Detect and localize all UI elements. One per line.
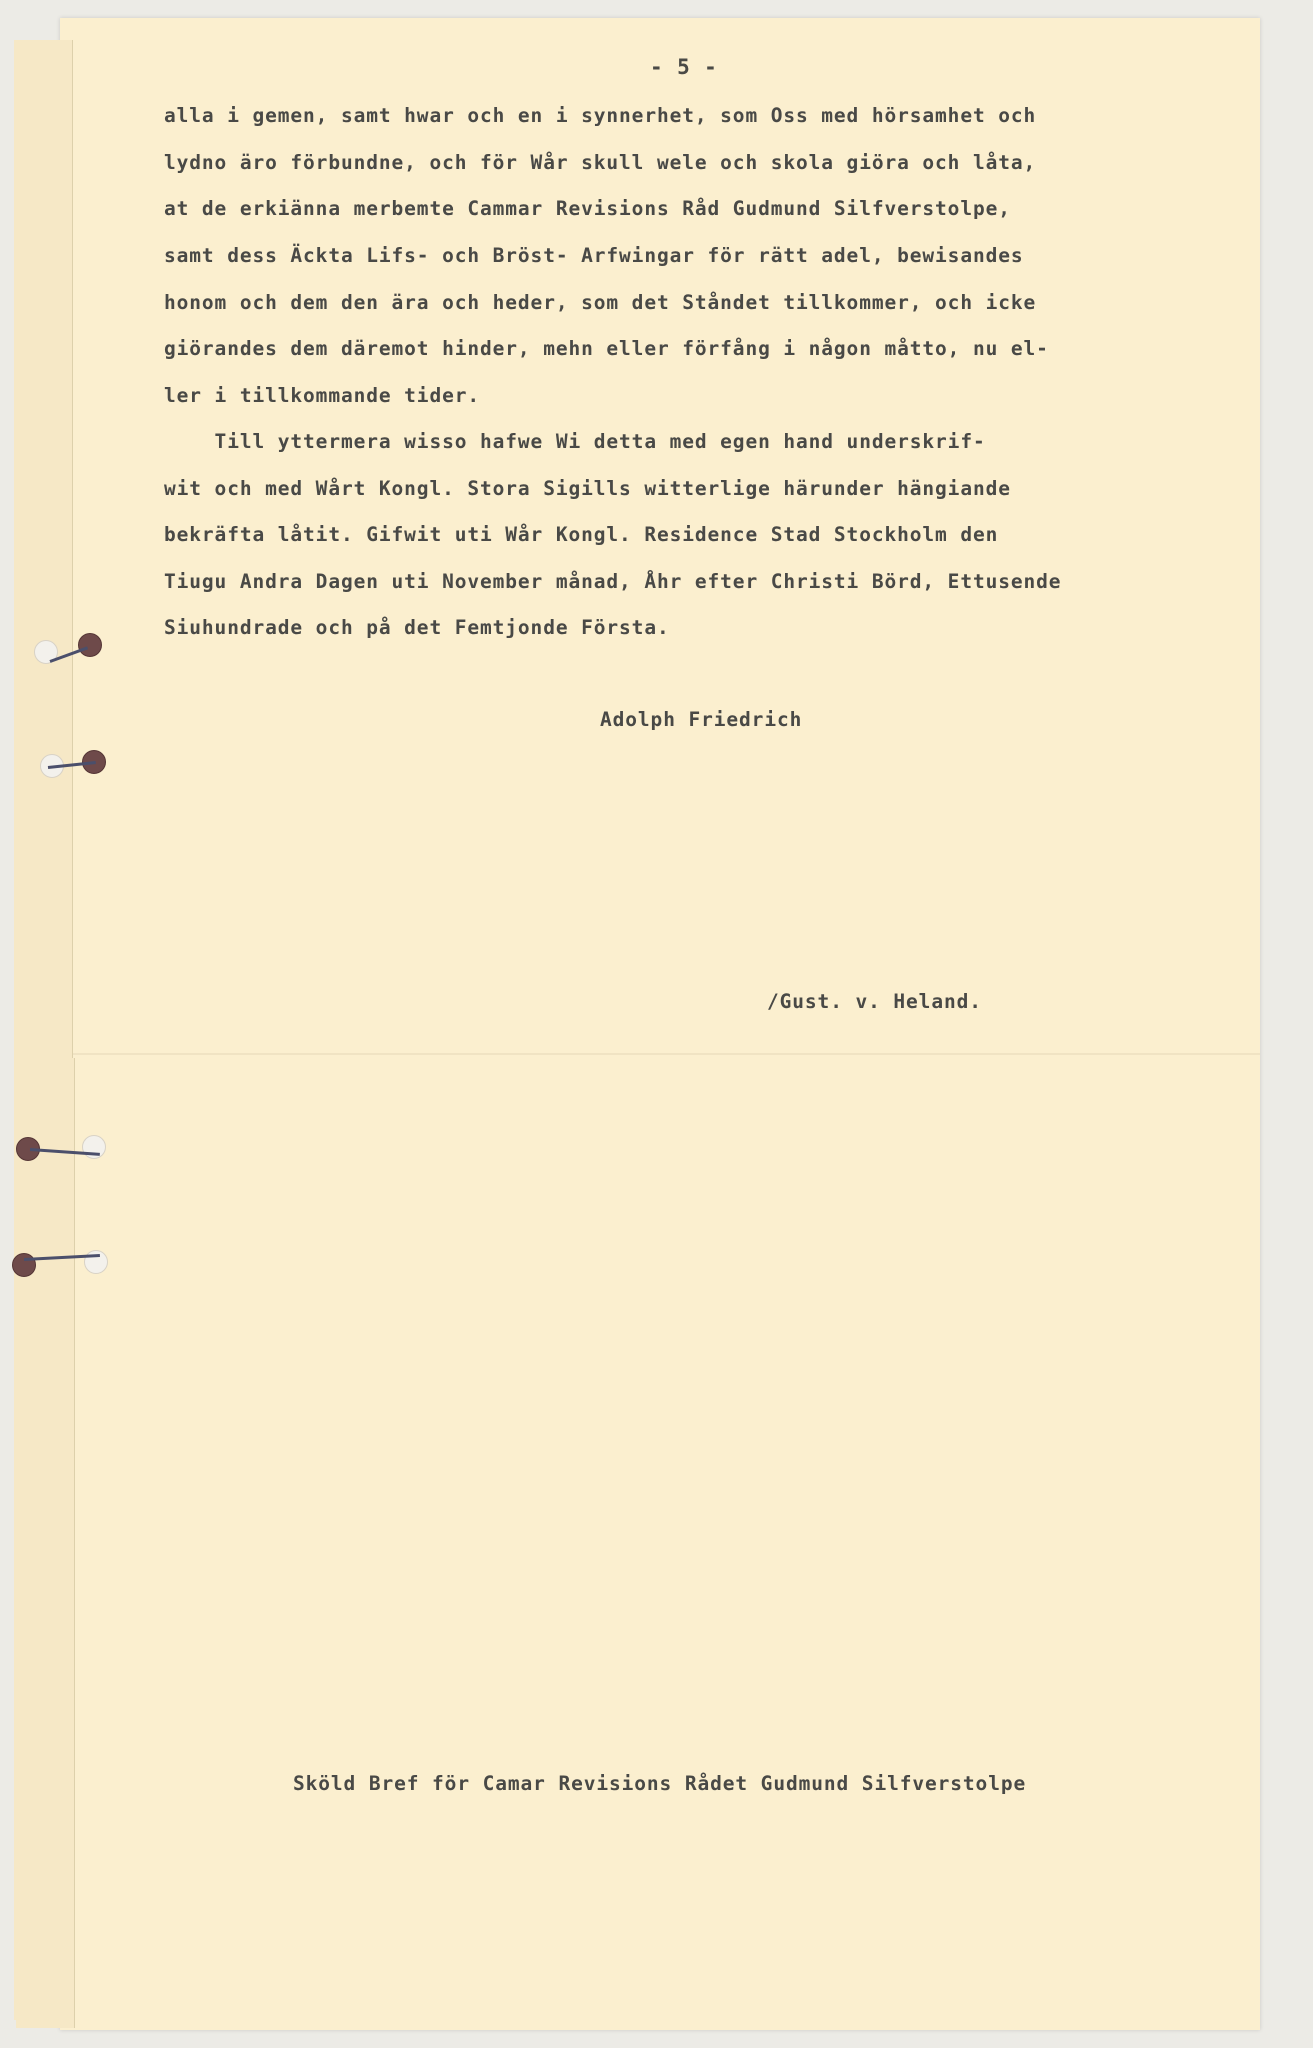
body-line: Siuhundrade och på det Femtjonde Första. bbox=[164, 616, 670, 639]
binding-hole bbox=[78, 633, 102, 657]
body-line: Till yttermera wisso hafwe Wi detta med egen hand underskrif- bbox=[164, 430, 986, 453]
body-line: Tiugu Andra Dagen uti November månad, Åhr efter Christi Börd, Ettusende bbox=[164, 570, 1062, 593]
body-line: ler i tillkommande tider. bbox=[164, 384, 480, 407]
body-line: at de erkiänna merbemte Cammar Revisions Råd Gudmund Silfverstolpe, bbox=[164, 197, 1011, 220]
body-line: samt dess Äckta Lifs- och Bröst- Arfwingar för rätt adel, bewisandes bbox=[164, 244, 1024, 267]
document-page bbox=[60, 18, 1260, 2030]
document-footer-title: Sköld Bref för Camar Revisions Rådet Gudmund Silfverstolpe bbox=[293, 1772, 1027, 1795]
body-line: alla i gemen, samt hwar och en i synnerhet, som Oss med hörsamhet och bbox=[164, 104, 1037, 127]
body-line: giörandes dem däremot hinder, mehn eller förfång i någon måtto, nu el- bbox=[164, 337, 1049, 360]
body-line: lydno äro förbundne, och för Wår skull wele och skola giöra och låta, bbox=[164, 151, 1037, 174]
countersignature: /Gust. v. Heland. bbox=[767, 990, 982, 1013]
king-signature: Adolph Friedrich bbox=[600, 708, 803, 731]
body-line: bekräfta låtit. Gifwit uti Wår Kongl. Residence Stad Stockholm den bbox=[164, 523, 999, 546]
binding-margin-lower bbox=[16, 1058, 75, 2028]
body-line: wit och med Wårt Kongl. Stora Sigills witterlige härunder hängiande bbox=[164, 477, 1011, 500]
body-line: honom och dem den ära och heder, som det Ståndet tillkommer, och icke bbox=[164, 291, 1037, 314]
page-number: - 5 - bbox=[650, 55, 718, 79]
